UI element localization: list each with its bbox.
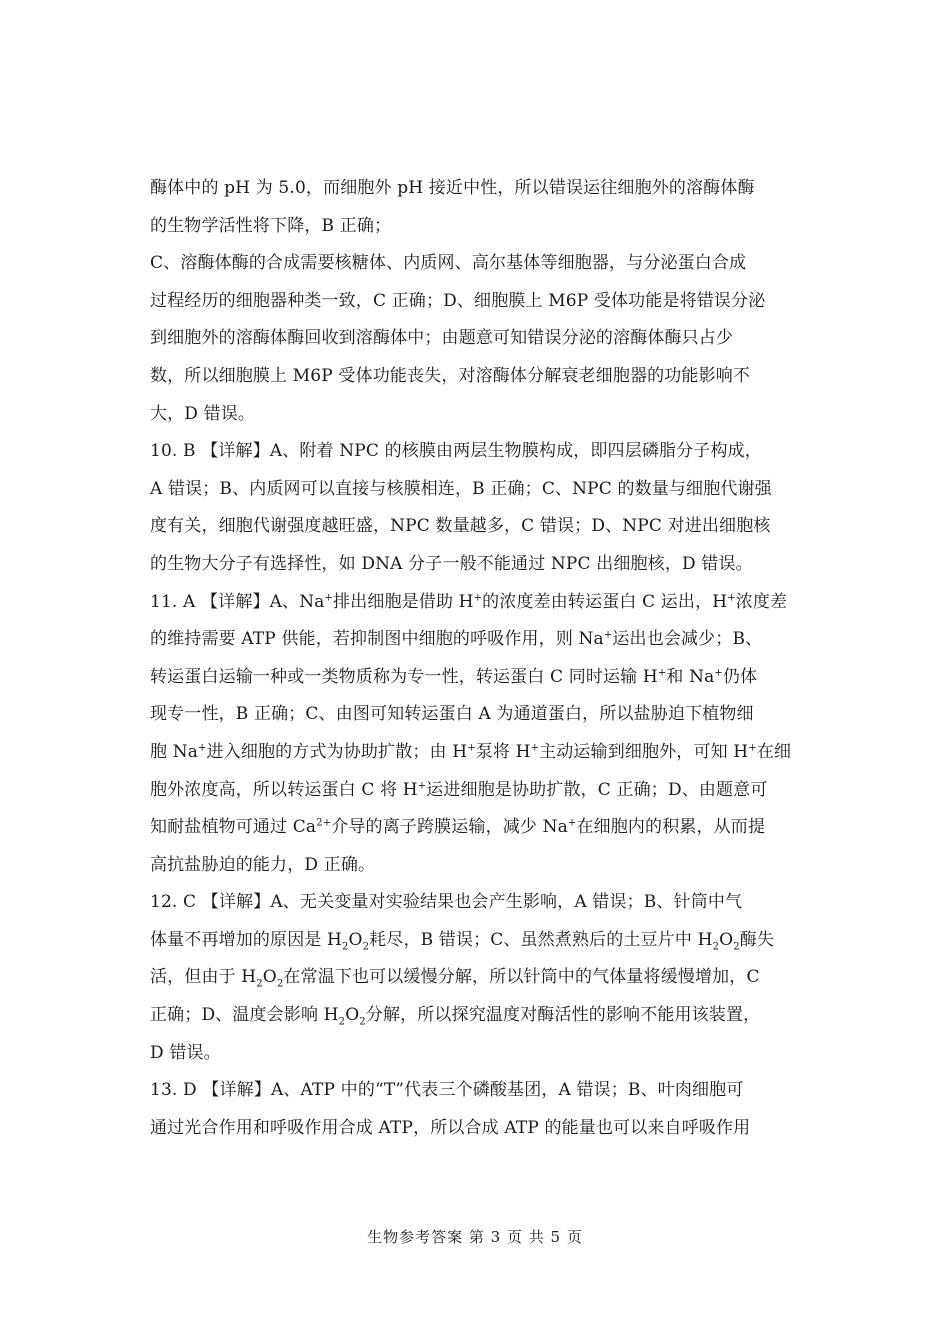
text-run: 现专一性，B 正确；C、由图可知转运蛋白 A 为通道蛋白，所以盐胁迫下植物细 [150, 704, 754, 725]
superscript: + [727, 591, 736, 603]
text-run: 浓度差 [735, 591, 788, 612]
superscript: + [198, 742, 207, 754]
answer-11 [150, 584, 805, 885]
text-run: 大，D 错误。 [150, 403, 256, 424]
subscript: 2 [733, 941, 740, 953]
text-line [150, 245, 805, 283]
text-line [150, 358, 805, 396]
text-line [150, 997, 805, 1035]
text-run: 在常温下也可以缓慢分解，所以针筒中的气体量将缓慢增加，C [283, 967, 760, 988]
text-run: 通过光合作用和呼吸作用合成 ATP，所以合成 ATP 的能量也可以来自呼吸作用 [150, 1117, 751, 1138]
superscript: + [417, 779, 427, 791]
subscript: 2 [256, 978, 263, 990]
text-run: 胞外浓度高，所以转运蛋白 C 将 H [150, 779, 418, 800]
text-line [150, 959, 805, 997]
subscript: 2 [362, 941, 370, 953]
text-line [150, 546, 805, 584]
answer-text-body [150, 170, 805, 1147]
text-line [150, 621, 805, 659]
text-run: 介导的离子跨膜运输，减少 Na [331, 817, 568, 838]
para-9-continued [150, 170, 805, 245]
text-run: O [348, 929, 363, 950]
text-line [150, 396, 805, 434]
text-line [150, 734, 805, 772]
text-run: O [262, 967, 277, 988]
text-line [150, 508, 805, 546]
para-9-c-d [150, 245, 805, 433]
text-run: 运进细胞是协助扩散，C 正确；D、由题意可 [426, 779, 768, 800]
text-line [150, 584, 805, 622]
superscript: + [714, 667, 723, 679]
text-run: 数，所以细胞膜上 M6P 受体功能丧失，对溶酶体分解衰老细胞器的功能影响不 [150, 365, 751, 386]
text-run: 度有关，细胞代谢强度越旺盛，NPC 数量越多，C 错误；D、NPC 对进出细胞核 [150, 516, 771, 537]
text-run: 进入细胞的方式为协助扩散；由 H [206, 741, 468, 762]
text-line [150, 884, 805, 922]
text-line [150, 696, 805, 734]
text-run: 活，但由于 H [150, 967, 257, 988]
subscript: 2 [342, 941, 349, 953]
superscript: + [530, 742, 540, 754]
text-run: 泵将 H [475, 741, 531, 762]
text-run: 到细胞外的溶酶体酶回收到溶酶体中；由题意可知错误分泌的溶酶体酶只占少 [150, 328, 734, 349]
text-line [150, 433, 805, 471]
text-line [150, 772, 805, 810]
page-footer: 生物参考答案 第 3 页 共 5 页 [367, 1228, 583, 1246]
text-run: 转运蛋白运输一种或一类物质称为专一性，转运蛋白 C 同时运输 H [150, 666, 658, 687]
answer-12 [150, 884, 805, 1072]
text-run: 的生物大分子有选择性，如 DNA 分子一般不能通过 NPC 出细胞核，D 错误。 [150, 553, 753, 574]
text-run: O [345, 1005, 360, 1026]
text-run: 体量不再增加的原因是 H [150, 929, 343, 950]
text-line [150, 471, 805, 509]
text-run: 的浓度差由转运蛋白 C 运出，H [482, 591, 728, 612]
text-run: 在细胞内的积累，从而提 [576, 817, 766, 838]
text-run: 11. A 【详解】A、Na [150, 591, 325, 612]
text-run: 和 Na [666, 666, 715, 687]
text-line [150, 1110, 805, 1148]
superscript: + [603, 629, 613, 641]
text-line [150, 1072, 805, 1110]
answer-13 [150, 1072, 805, 1147]
text-run: D 错误。 [150, 1042, 221, 1063]
text-run: 酶失 [739, 929, 775, 950]
text-run: 酶体中的 pH 为 5.0，而细胞外 pH 接近中性，所以错误运往细胞外的溶酶体酶 [150, 178, 755, 198]
text-line [150, 1035, 805, 1073]
text-run: A 错误；B、内质网可以直接与核膜相连，B 正确；C、NPC 的数量与细胞代谢强 [150, 478, 772, 499]
text-line [150, 208, 805, 246]
text-run: 过程经历的细胞器种类一致，C 正确；D、细胞膜上 M6P 受体功能是将错误分泌 [150, 290, 766, 311]
superscript: + [467, 742, 476, 754]
text-line [150, 809, 805, 847]
superscript: + [748, 742, 757, 754]
text-run: 12. C 【详解】A、无关变量对实验结果也会产生影响，A 错误；B、针筒中气 [150, 892, 743, 913]
text-run: 排出细胞是借助 H [333, 591, 474, 612]
text-run: C、溶酶体酶的合成需要核糖体、内质网、高尔基体等细胞器，与分泌蛋白合成 [150, 253, 747, 274]
text-run: 主动运输到细胞外，可知 H [539, 741, 749, 762]
text-run: 仍体 [722, 666, 758, 687]
text-run: 运出也会减少；B、 [612, 629, 763, 650]
text-run: 的维持需要 ATP 供能，若抑制图中细胞的呼吸作用，则 Na [150, 629, 604, 650]
superscript: + [657, 667, 667, 679]
subscript: 2 [359, 1016, 366, 1028]
text-run: 10. B 【详解】A、附着 NPC 的核膜由两层生物膜构成，即四层磷脂分子构成， [150, 441, 762, 462]
text-line [150, 320, 805, 358]
superscript: 2+ [316, 817, 332, 829]
superscript: + [324, 591, 334, 603]
text-run: 13. D 【详解】A、ATP 中的“T”代表三个磷酸基团，A 错误；B、叶肉细胞可 [150, 1080, 744, 1101]
text-line [150, 659, 805, 697]
text-run: 高抗盐胁迫的能力，D 正确。 [150, 854, 376, 875]
text-line [150, 283, 805, 321]
superscript: + [473, 591, 483, 603]
answer-10 [150, 433, 805, 583]
text-run: 知耐盐植物可通过 Ca [150, 817, 317, 838]
text-run: 分解，所以探究温度对酶活性的影响不能用该装置， [365, 1005, 761, 1026]
text-run: 的生物学活性将下降，B 正确； [150, 215, 392, 236]
subscript: 2 [276, 978, 284, 990]
subscript: 2 [338, 1016, 346, 1028]
text-line [150, 170, 805, 208]
subscript: 2 [712, 941, 720, 953]
text-run: 正确；D、温度会影响 H [150, 1005, 339, 1026]
text-run: 在细 [756, 741, 792, 762]
superscript: + [567, 817, 577, 829]
text-line [150, 847, 805, 885]
text-run: 耗尽，B 错误；C、虽然煮熟后的土豆片中 H [369, 929, 713, 950]
text-line [150, 922, 805, 960]
text-run: 胞 Na [150, 741, 199, 762]
text-run: O [719, 929, 734, 950]
